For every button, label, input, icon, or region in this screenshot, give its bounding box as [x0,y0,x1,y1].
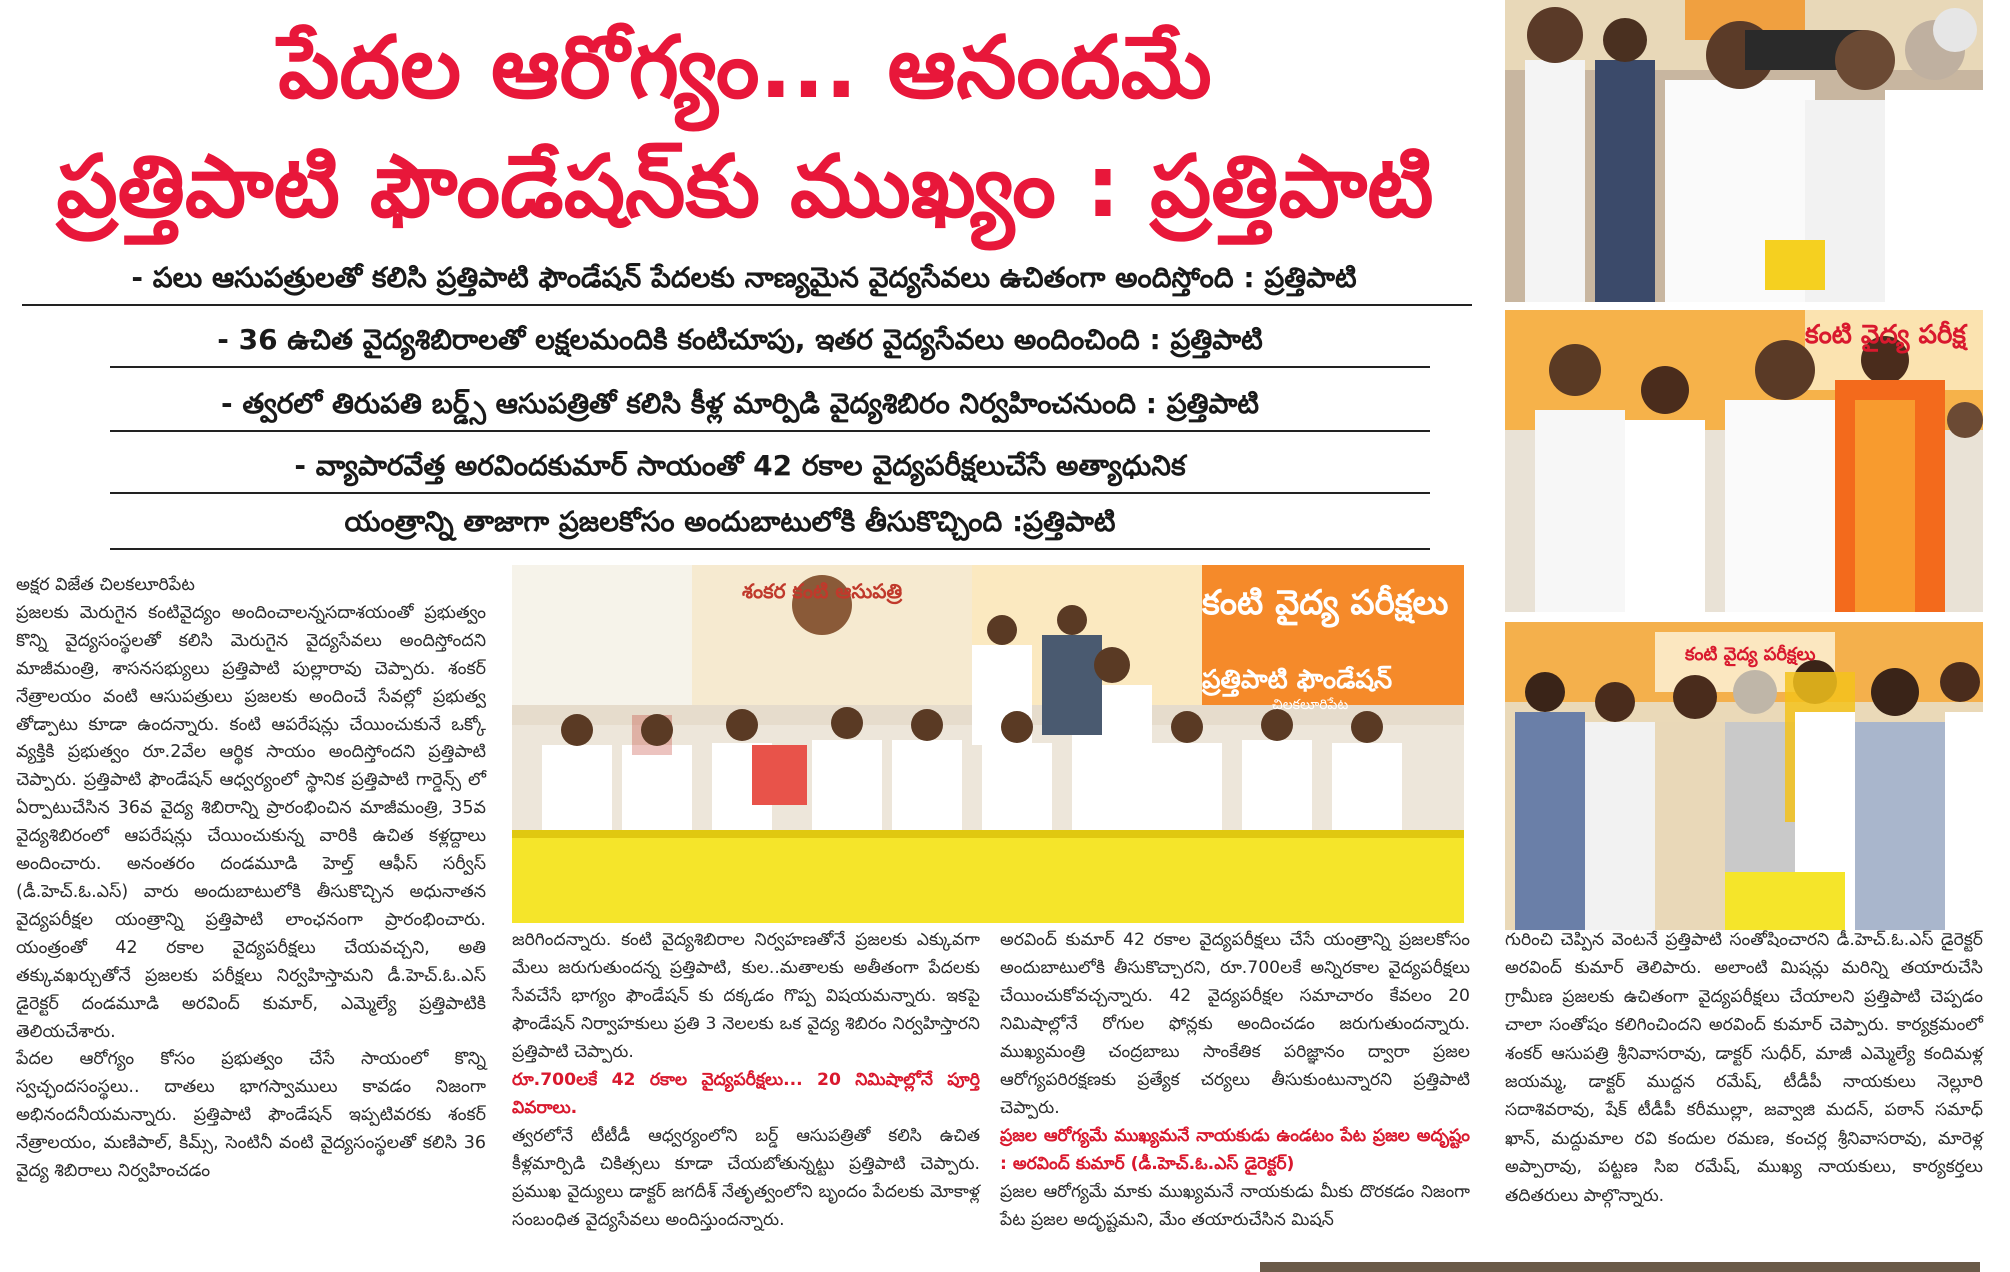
divider [110,430,1430,432]
banner-eye-camp: కంటి వైద్య పరీక్షలు [1202,583,1449,623]
banner-text: కంటి వైద్య పరీక్షలు [1685,644,1816,665]
next-article-photo-edge [1260,1262,1980,1272]
paragraph: ప్రజల ఆరోగ్యమే మాకు ముఖ్యమనే నాయకుడు మీకు దొరకడం నిజంగా పేట ప్రజల అదృష్టమని, మేం తయారుచేసిన మిషన్ [1000,1182,1470,1230]
article-column-2 [512,926,980,1234]
photo-felicitation-2 [1505,310,1983,612]
photo-felicitation-3 [1505,622,1983,930]
divider [110,366,1430,368]
article-column-1 [16,572,486,1186]
banner-hospital: శంకర కంటి ఆసుపత్రి [742,579,903,603]
banner-foundation: ప్రత్తిపాటి ఫౌండేషన్ [1202,665,1393,695]
headline-line1: పేదల ఆరోగ్యం... ఆనందమే [278,18,1212,118]
paragraph: అరవింద్ కుమార్ 42 రకాల వైద్యపరీక్షలు చేసే యంత్రాన్ని ప్రజలకోసం అందుబాటులోకి తీసుకొచ్చారని, రూ.700లకే అన్నిరకాల వైద్యపరీక్షలు చేయించుకోవచ్చన్నారు. 42 వైద్యపరీక్షల సమాచారం కేవలం 20 నిమిషాల్లోనే రోగుల ఫోన్లకు అందించడం జరుగుతుందన్నారు. ముఖ్యమంత్రి చంద్రబాబు సాంకేతిక పరిజ్ఞానం ద్వారా ప్రజల ఆరోగ్యపరిరక్షణకు ప్రత్యేక చర్యలు తీసుకుంటున్నారని ప్రత్తిపాటి చెప్పారు. [1000,930,1470,1118]
headline-line2: ప్రత్తిపాటి ఫౌండేషన్‌కు ముఖ్యం : ప్రత్తిపాటి [56,137,1434,237]
paragraph: గురించి చెప్పిన వెంటనే ప్రత్తిపాటి సంతోషించారని డీ.హెచ్.ఓ.ఎస్ డైరెక్టర్ అరవింద్ కుమార్ తెలిపారు. అలాంటి మిషన్లు మరిన్ని తయారుచేసి గ్రామీణ ప్రజలకు ఉచితంగా వైద్యపరీక్షలు చేయాలని ప్రత్తిపాటి చెప్పడం చాలా సంతోషం కలిగించిందని అరవింద్ కుమార్ చెప్పారు. కార్యక్రమంలో శంకర్ ఆసుపత్రి శ్రీనివాసరావు, డాక్టర్ సుధీర్, మాజీ ఎమ్మెల్యే కందిమళ్ల జయమ్మ, డాక్టర్ ముద్దన రమేష్, టీడీపీ నాయకులు నెల్లూరి సదాశివరావు, షేక్ టీడీపీ కరీముల్లా, జవ్వాజి మదన్, పఠాన్ సమాధ్ ఖాన్, మద్దుమాల రవి కందుల రమణ, కంచర్ల శ్రీనివాసరావు, మారెళ్ల అప్పారావు, పట్టణ సిఐ రమేష్, ముఖ్య నాయకులు, కార్యకర్తలు తదితరులు పాల్గొన్నారు. [1505,930,1983,1206]
bullet-5: యంత్రాన్ని తాజాగా ప్రజలకోసం అందుబాటులోకి తీసుకొచ్చింది :ప్రత్తిపాటి [344,505,1116,538]
banner-text: కంటి వైద్య పరీక్ష [1805,320,1966,350]
subheading: ప్రజల ఆరోగ్యమే ముఖ్యమనే నాయకుడు ఉండటం పేట ప్రజల అదృష్టం : అరవింద్ కుమార్ (డీ.హెచ్.ఓ.ఎస్ డైరెక్టర్) [1000,1126,1470,1174]
bullet-4: - వ్యాపారవేత్త అరవిందకుమార్ సాయంతో 42 రకాల వైద్యపరీక్షలుచేసే అత్యాధునిక [294,449,1186,482]
divider [110,492,1430,494]
paragraph: త్వరలోనే టీటీడీ ఆధ్వర్యంలోని బర్డ్ ఆసుపత్రితో కలిసి ఉచిత కీళ్లమార్పిడి చికిత్సలు కూడా చేయబోతున్నట్టు ప్రత్తిపాటి చెప్పారు. ప్రముఖ వైద్యులు డాక్టర్ జగదీశ్ నేతృత్వంలోని బృందం పేదలకు మోకాళ్ల సంబంధిత వైద్యసేవలు అందిస్తుందన్నారు. [512,1126,980,1230]
divider [110,548,1430,550]
dateline: అక్షర విజేత చిలకలూరిపేట [16,575,195,595]
paragraph: ప్రజలకు మెరుగైన కంటివైద్యం అందించాలన్నసదాశయంతో ప్రభుత్వం కొన్ని వైద్యసంస్థలతో కలిసి మెరుగైన వైద్యసేవలు అందిస్తోందని మాజీమంత్రి, శాసనసభ్యులు ప్రత్తిపాటి పుల్లారావు చెప్పారు. శంకర్ నేత్రాలయం వంటి ఆసుపత్రులు ప్రజలకు అందించే సేవల్లో ప్రభుత్వ తోడ్పాటు కూడా ఉందన్నారు. కంటి ఆపరేషన్లు చేయించుకునే ఒక్కో వ్యక్తికి ప్రభుత్వం రూ.2వేల ఆర్థిక సాయం అందిస్తోందని ప్రత్తిపాటి చెప్పారు. ప్రత్తిపాటి ఫౌండేషన్ ఆధ్వర్యంలో స్థానిక ప్రత్తిపాటి గార్డెన్స్ లో ఏర్పాటుచేసిన 36వ వైద్య శిబిరాన్ని ప్రారంభించిన మాజీమంత్రి, 35వ వైద్యశిబిరంలో ఆపరేషన్లు చేయించుకున్న వారికి ఉచిత కళ్లద్దాలు అందించారు. అనంతరం దండమూడి హెల్త్ ఆఫీస్ సర్వీస్ (డీ.హెచ్.ఓ.ఎస్) వారు అందుబాటులోకి తీసుకొచ్చిన అధునాతన వైద్యపరీక్షల యంత్రాన్ని ప్రత్తిపాటి లాంఛనంగా ప్రారంభించారు. యంత్రంతో 42 రకాల వైద్యపరీక్షలు చేయవచ్చని, అతి తక్కువఖర్చుతోనే ప్రజలకు పరీక్షలు నిర్వహిస్తామని డీ.హెచ్.ఓ.ఎస్ డైరెక్టర్ దండమూడి అరవింద్ కుమార్, ఎమ్మెల్యే ప్రత్తిపాటికి తెలియచేశారు. [16,602,486,1042]
bullet-3: - త్వరలో తిరుపతి బర్డ్స్ ఆసుపత్రితో కలిసి కీళ్ల మార్పిడి వైద్యశిబిరం నిర్వహించనుంది : ప్రత్తిపాటి [220,387,1260,420]
bullet-1: - పలు ఆసుపత్రులతో కలిసి ప్రత్తిపాటి ఫౌండేషన్ పేదలకు నాణ్యమైన వైద్యసేవలు ఉచితంగా అందిస్తోంది : ప్రత్తిపాటి [131,261,1357,294]
subheading: రూ.700లకే 42 రకాల వైద్యపరీక్షలు... 20 నిమిషాల్లోనే పూర్తి వివరాలు. [512,1070,980,1118]
article-column-4 [1505,926,1983,1210]
divider [22,304,1472,306]
photo-felicitation-1 [1505,0,1983,302]
paragraph: పేదల ఆరోగ్యం కోసం ప్రభుత్వం చేసే సాయంలో కొన్ని స్వచ్ఛందసంస్థలు.. దాతలు భాగస్వాములు కావడం నిజంగా అభినందనీయమన్నారు. ప్రత్తిపాటి ఫౌండేషన్ ఇప్పటివరకు శంకర్ నేత్రాలయం, మణిపాల్, కిమ్స్, సెంటినీ వంటి వైద్యసంస్థలతో కలిసి 36 వైద్య శిబిరాలు నిర్వహించడం [16,1049,486,1182]
article-column-3 [1000,926,1470,1234]
paragraph: జరిగిందన్నారు. కంటి వైద్యశిబిరాల నిర్వహణతోనే ప్రజలకు ఎక్కువగా మేలు జరుగుతుందన్న ప్రత్తిపాటి, కుల..మతాలకు అతీతంగా పేదలకు సేవచేసే భాగ్యం ఫౌండేషన్ కు దక్కడం గొప్ప విషయమన్నారు. ఇకపై ఫౌండేషన్ నిర్వాహకులు ప్రతి 3 నెలలకు ఒక వైద్య శిబిరం నిర్వహిస్తారని ప్రత్తిపాటి చెప్పారు. [512,930,980,1062]
photo-main-event [512,565,1464,923]
banner-town: చిలకలూరిపేట [1272,697,1349,713]
bullet-2: - 36 ఉచిత వైద్యశిబిరాలతో లక్షలమందికి కంటిచూపు, ఇతర వైద్యసేవలు అందించింది : ప్రత్తిపాటి [217,323,1263,356]
